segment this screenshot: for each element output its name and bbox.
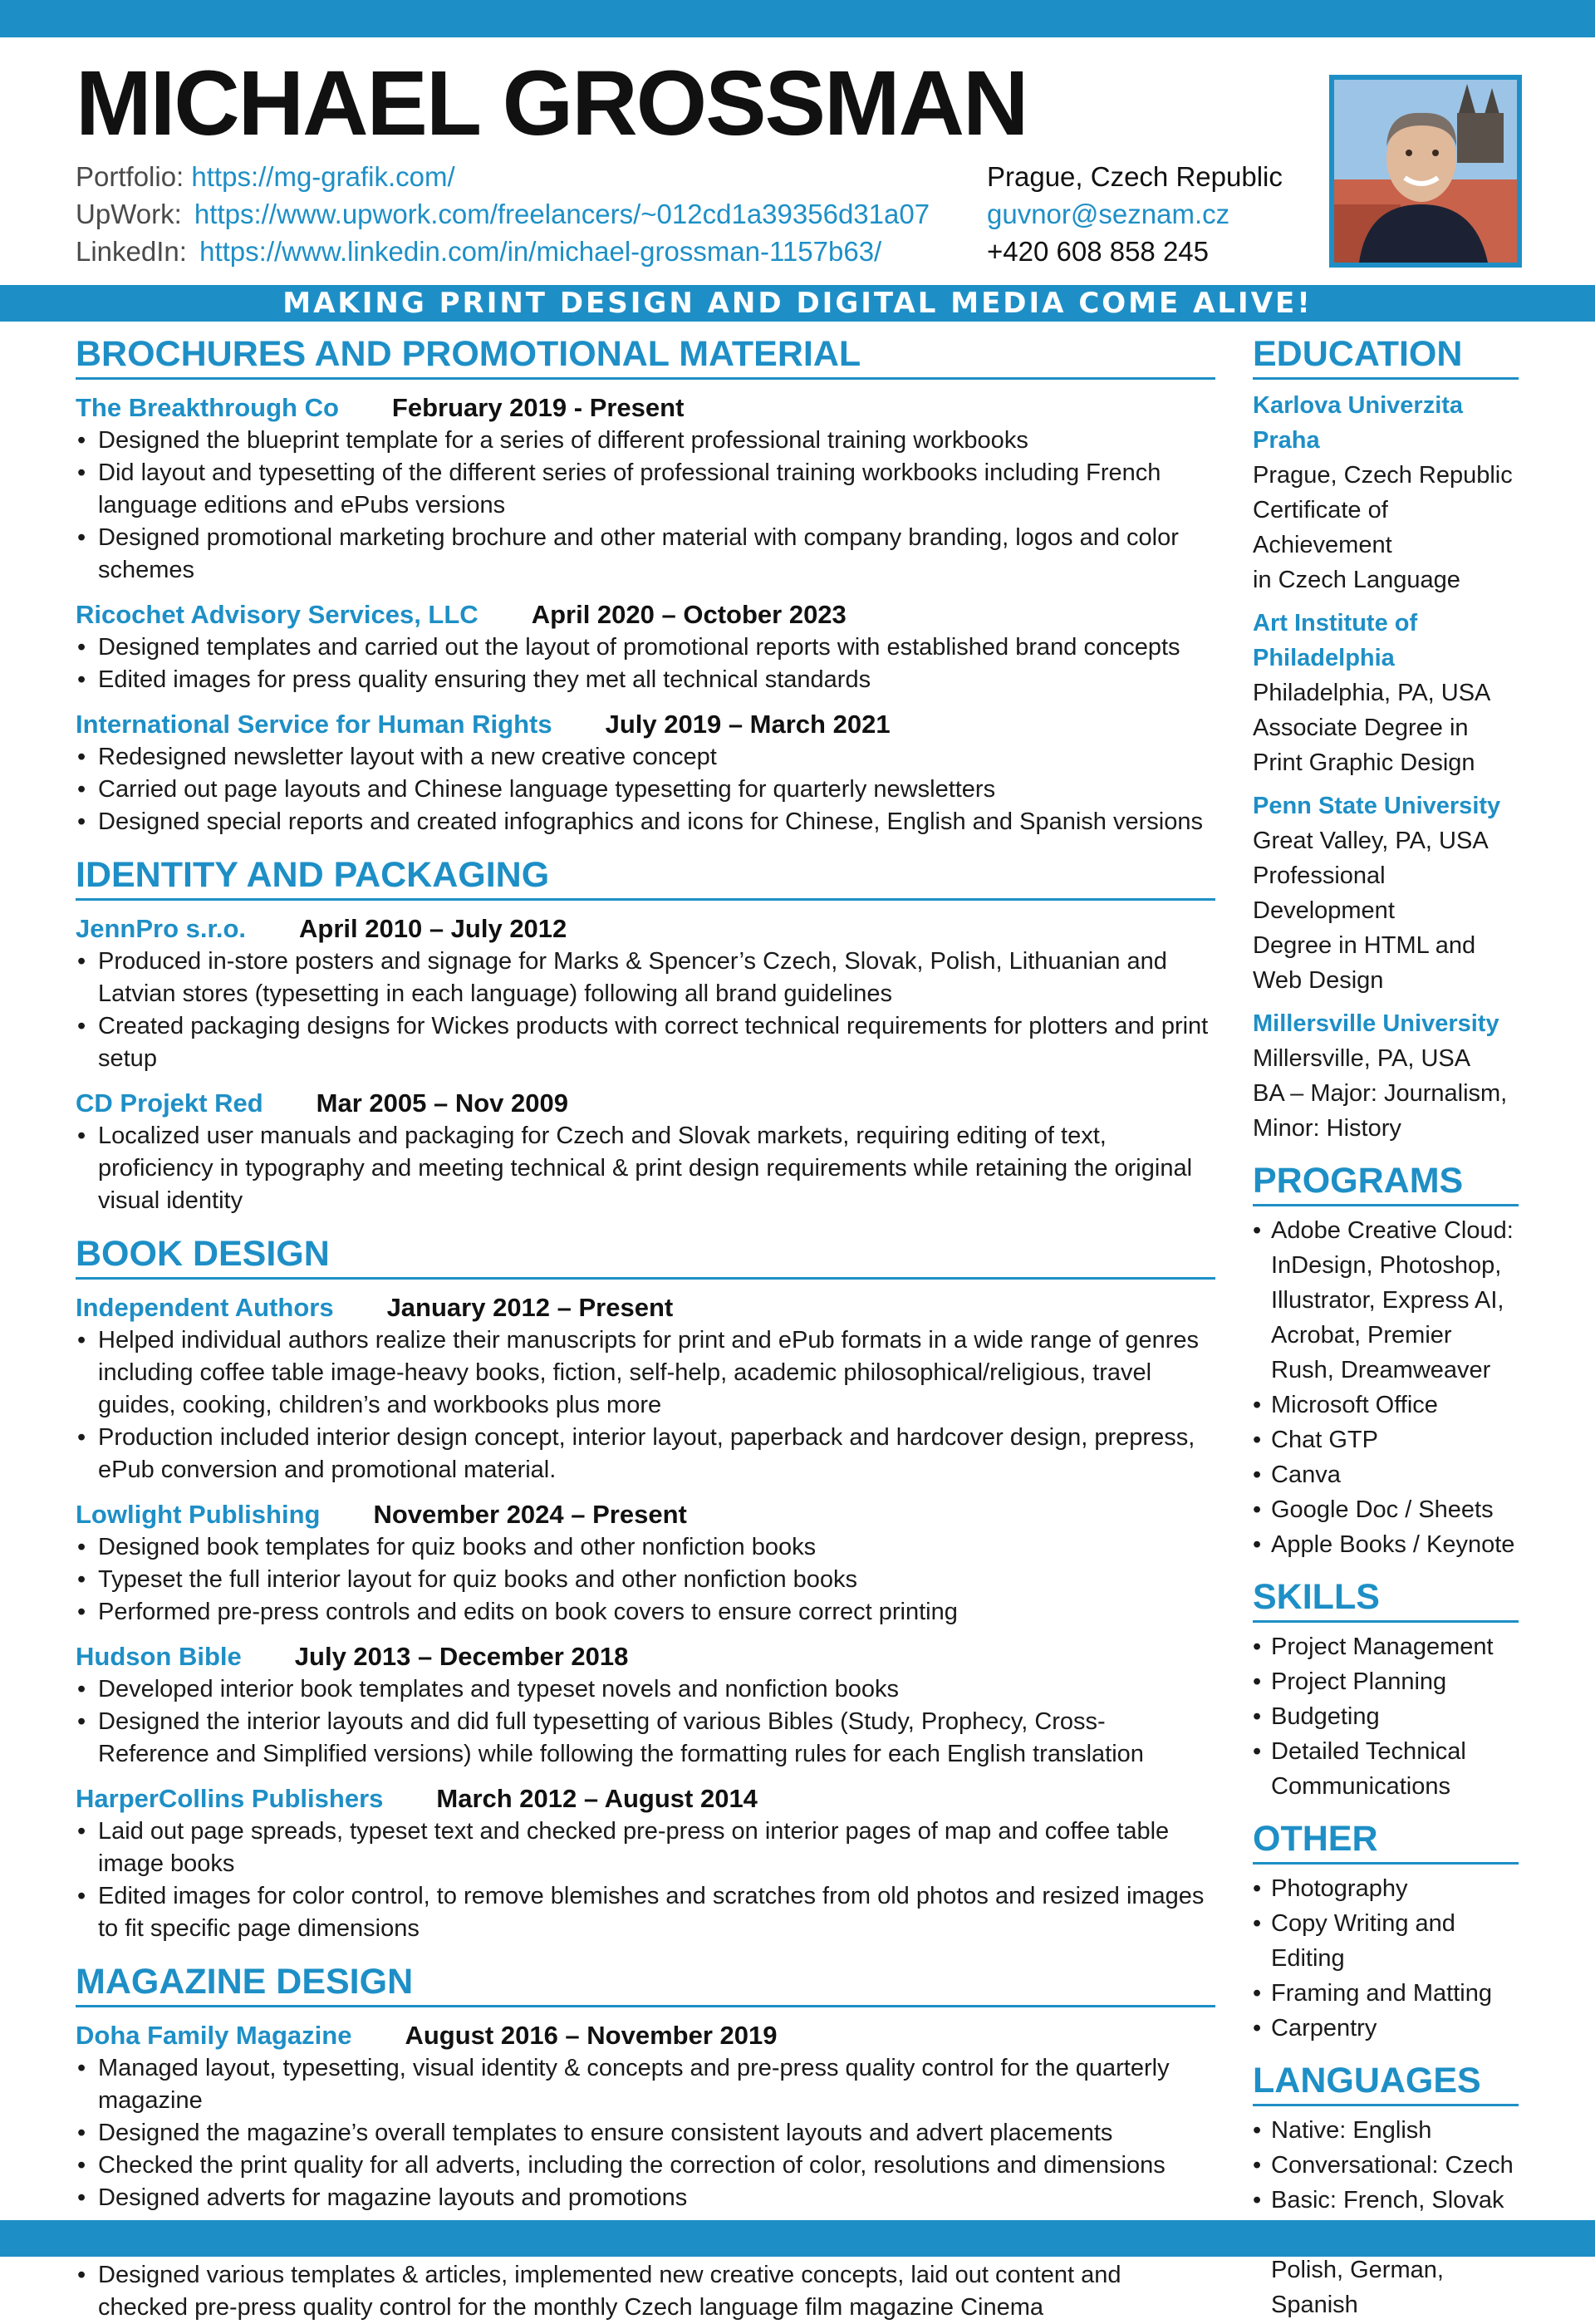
job-dates: March 2012 – August 2014: [436, 1784, 758, 1813]
job-bullet: • Designed book templates for quiz books and other nonfiction books: [76, 1531, 1215, 1564]
job-company: JennPro s.r.o.: [76, 914, 247, 943]
job-dates: November 2024 – Present: [373, 1500, 687, 1529]
job-entry: [76, 598, 1215, 696]
job-bullet: • Created packaging designs for Wickes products with correct technical requirements for plotters and print setup: [76, 1010, 1215, 1075]
school-name: Art Institute of Philadelphia: [1253, 610, 1418, 671]
other-list: [1253, 1871, 1519, 2046]
job-company: Independent Authors: [76, 1293, 334, 1322]
job-entry: [76, 1640, 1215, 1771]
job-company: International Service for Human Rights: [76, 710, 552, 739]
job-bullet: • Localized user manuals and packaging for Czech and Slovak markets, requiring editing of text, proficiency in typography and meeting technical & print design requirements while retaining the original visual identity: [76, 1120, 1215, 1217]
section-identity-packaging: [76, 853, 1215, 1217]
education-detail: Certificate of Achievement: [1253, 497, 1392, 558]
job-dates: January 2012 – Present: [386, 1293, 674, 1322]
job-entry: [76, 1782, 1215, 1945]
job-company: Hudson Bible: [76, 1642, 242, 1671]
education-detail: Professional Development: [1253, 862, 1395, 924]
job-bullet: • Designed promotional marketing brochure and other material with company branding, logos and color schemes: [76, 522, 1215, 587]
upwork-row: [76, 195, 930, 233]
job-dates: July 2013 – December 2018: [294, 1642, 629, 1671]
education-detail: Prague, Czech Republic: [1253, 462, 1513, 489]
linkedin-label: LinkedIn:: [76, 236, 187, 267]
education-detail: Web Design: [1253, 967, 1384, 994]
job-dates: April 2020 – October 2023: [531, 600, 847, 629]
job-bullet: • Did layout and typesetting of the different series of professional training workbooks including French language editions and ePubs versions: [76, 457, 1215, 522]
online-links: [76, 158, 930, 270]
section-book-design: [76, 1232, 1215, 1945]
linkedin-row: [76, 233, 930, 270]
job-bullet: • Designed the magazine’s overall templates to ensure consistent layouts and advert placements: [76, 2117, 1215, 2150]
education-detail: Associate Degree in: [1253, 715, 1469, 741]
job-bullet: • Helped individual authors realize their manuscripts for print and ePub formats in a wide range of genres including coffee table image-heavy books, fiction, self-help, academic philosophical/religious, travel guides, cooking, children’s and workbooks plus more: [76, 1324, 1215, 1422]
job-bullet: • Edited images for press quality ensuring they met all technical standards: [76, 664, 1215, 696]
section-title: BROCHURES AND PROMOTIONAL MATERIAL: [76, 332, 1215, 380]
linkedin-link[interactable]: https://www.linkedin.com/in/michael-grossman-1157b63/: [199, 236, 882, 267]
language-item: • Polish, German, Spanish: [1253, 2218, 1519, 2322]
other-item: • Photography: [1253, 1871, 1519, 1906]
education-title: EDUCATION: [1253, 332, 1519, 380]
job-company: HarperCollins Publishers: [76, 1784, 384, 1813]
language-item: • Basic: French, Slovak: [1253, 2183, 1519, 2218]
job-company: The Breakthrough Co: [76, 393, 339, 422]
job-bullet: • Designed the interior layouts and did full typesetting of various Bibles (Study, Prophecy, Cross-Reference and Simplified versions) while following the formatting rules for each English translation: [76, 1706, 1215, 1771]
job-entry: [76, 912, 1215, 1075]
education-detail: Minor: History: [1253, 1115, 1401, 1142]
programs-title: PROGRAMS: [1253, 1159, 1519, 1206]
job-bullet: • Performed pre-press controls and edits on book covers to ensure correct printing: [76, 1596, 1215, 1629]
education-detail: Degree in HTML and: [1253, 932, 1476, 959]
portfolio-row: [76, 158, 930, 195]
email-link[interactable]: guvnor@seznam.cz: [987, 199, 1230, 229]
school-name: Millersville University: [1253, 1010, 1499, 1037]
section-magazine-design: [76, 1960, 1215, 2324]
contact-details: [987, 158, 1283, 270]
bottom-accent-bar: [0, 2220, 1595, 2257]
job-bullet: • Designed templates and carried out the layout of promotional reports with established brand concepts: [76, 631, 1215, 664]
language-item: • Conversational: Czech: [1253, 2148, 1519, 2183]
job-bullet: • Typeset the full interior layout for quiz books and other nonfiction books: [76, 1564, 1215, 1596]
job-company: Doha Family Magazine: [76, 2021, 352, 2050]
section-title: IDENTITY AND PACKAGING: [76, 853, 1215, 901]
job-bullet: • Laid out page spreads, typeset text and checked pre-press on interior pages of map and coffee table image books: [76, 1815, 1215, 1880]
job-dates: April 2010 – July 2012: [299, 914, 567, 943]
profile-photo: [1329, 75, 1522, 268]
job-bullet: • Production included interior design concept, interior layout, paperback and hardcover design, prepress, ePub conversion and promotional material.: [76, 1422, 1215, 1486]
education-detail: Print Graphic Design: [1253, 749, 1475, 776]
job-bullet: • Managed layout, typesetting, visual identity & concepts and pre-press quality control for the quarterly magazine: [76, 2052, 1215, 2117]
job-bullet: • Checked the print quality for all adverts, including the correction of color, resolutions and dimensions: [76, 2150, 1215, 2182]
job-bullet: • Carried out page layouts and Chinese language typesetting for quarterly newsletters: [76, 774, 1215, 806]
skill-item: • Budgeting: [1253, 1699, 1519, 1734]
job-bullet: • Designed various templates & articles, implemented new creative concepts, laid out content and checked pre-press quality control for the monthly Czech language film magazine Cinema: [76, 2259, 1215, 2324]
program-item: • Apple Books / Keynote: [1253, 1527, 1519, 1562]
programs-list: [1253, 1213, 1519, 1562]
portfolio-link[interactable]: https://mg-grafik.com/: [191, 161, 455, 192]
languages-title: LANGUAGES: [1253, 2059, 1519, 2106]
job-entry: [76, 2019, 1215, 2214]
job-entry: [76, 391, 1215, 587]
program-item: • Adobe Creative Cloud: InDesign, Photoshop, Illustrator, Express AI, Acrobat, Premier Rush, Dreamweaver: [1253, 1213, 1519, 1388]
education-entry: [1253, 789, 1519, 998]
job-bullet: • Designed adverts for magazine layouts and promotions: [76, 2182, 1215, 2214]
upwork-link[interactable]: https://www.upwork.com/freelancers/~012cd1a39356d31a07: [194, 199, 930, 229]
education-detail: Philadelphia, PA, USA: [1253, 680, 1491, 706]
program-item: • Chat GTP: [1253, 1422, 1519, 1457]
education-detail: in Czech Language: [1253, 567, 1460, 593]
job-dates: February 2019 - Present: [391, 393, 685, 422]
program-item: • Canva: [1253, 1457, 1519, 1492]
job-company: Ricochet Advisory Services, LLC: [76, 600, 478, 629]
job-entry: [76, 1291, 1215, 1486]
job-dates: Mar 2005 – Nov 2009: [316, 1088, 568, 1118]
language-item: • Native: English: [1253, 2113, 1519, 2148]
other-item: • Carpentry: [1253, 2011, 1519, 2046]
education-entry: [1253, 388, 1519, 597]
section-brochures: [76, 332, 1215, 838]
skills-title: SKILLS: [1253, 1575, 1519, 1623]
school-name: Karlova Univerzita Praha: [1253, 392, 1464, 454]
job-entry: [76, 1087, 1215, 1217]
job-company: Lowlight Publishing: [76, 1500, 321, 1529]
job-bullet: • Designed the blueprint template for a series of different professional training workbooks: [76, 425, 1215, 457]
experience-column: [76, 332, 1215, 2324]
tagline-banner: MAKING PRINT DESIGN AND DIGITAL MEDIA COME ALIVE!: [0, 285, 1595, 322]
education-detail: BA – Major: Journalism,: [1253, 1080, 1508, 1107]
other-item: • Copy Writing and Editing: [1253, 1906, 1519, 1976]
school-name: Penn State University: [1253, 793, 1501, 819]
sidebar-column: [1253, 332, 1519, 2322]
job-dates: August 2016 – November 2019: [405, 2021, 778, 2050]
other-item: • Framing and Matting: [1253, 1976, 1519, 2011]
job-dates: July 2019 – March 2021: [605, 710, 891, 739]
job-bullet: • Redesigned newsletter layout with a new creative concept: [76, 741, 1215, 774]
candidate-name: MICHAEL GROSSMAN: [76, 52, 1028, 155]
program-item: • Google Doc / Sheets: [1253, 1492, 1519, 1527]
upwork-label: UpWork:: [76, 199, 182, 229]
education-entry: [1253, 606, 1519, 780]
education-detail: Great Valley, PA, USA: [1253, 828, 1489, 854]
location: Prague, Czech Republic: [987, 161, 1283, 192]
portfolio-label: Portfolio:: [76, 161, 184, 192]
skill-item: • Project Management: [1253, 1629, 1519, 1664]
other-title: OTHER: [1253, 1817, 1519, 1865]
education-entry: [1253, 1006, 1519, 1146]
section-title: MAGAZINE DESIGN: [76, 1960, 1215, 2007]
job-entry: [76, 708, 1215, 838]
section-title: BOOK DESIGN: [76, 1232, 1215, 1280]
skill-item: • Detailed Technical Communications: [1253, 1734, 1519, 1804]
job-bullet: • Produced in-store posters and signage for Marks & Spencer’s Czech, Slovak, Polish, Lithuanian and Latvian stores (typesetting in each language) following all brand guidelines: [76, 946, 1215, 1010]
job-bullet: • Developed interior book templates and typeset novels and nonfiction books: [76, 1673, 1215, 1706]
program-item: • Microsoft Office: [1253, 1388, 1519, 1422]
job-entry: [76, 1498, 1215, 1629]
languages-list: [1253, 2113, 1519, 2322]
top-accent-bar: [0, 0, 1595, 37]
job-bullet: • Edited images for color control, to remove blemishes and scratches from old photos and resized images to fit specific page dimensions: [76, 1880, 1215, 1945]
job-company: CD Projekt Red: [76, 1088, 263, 1118]
education-detail: Millersville, PA, USA: [1253, 1045, 1471, 1072]
job-bullet: • Designed special reports and created infographics and icons for Chinese, English and Spanish versions: [76, 806, 1215, 838]
phone-number: +420 608 858 245: [987, 236, 1210, 267]
skill-item: • Project Planning: [1253, 1664, 1519, 1699]
skills-list: [1253, 1629, 1519, 1804]
